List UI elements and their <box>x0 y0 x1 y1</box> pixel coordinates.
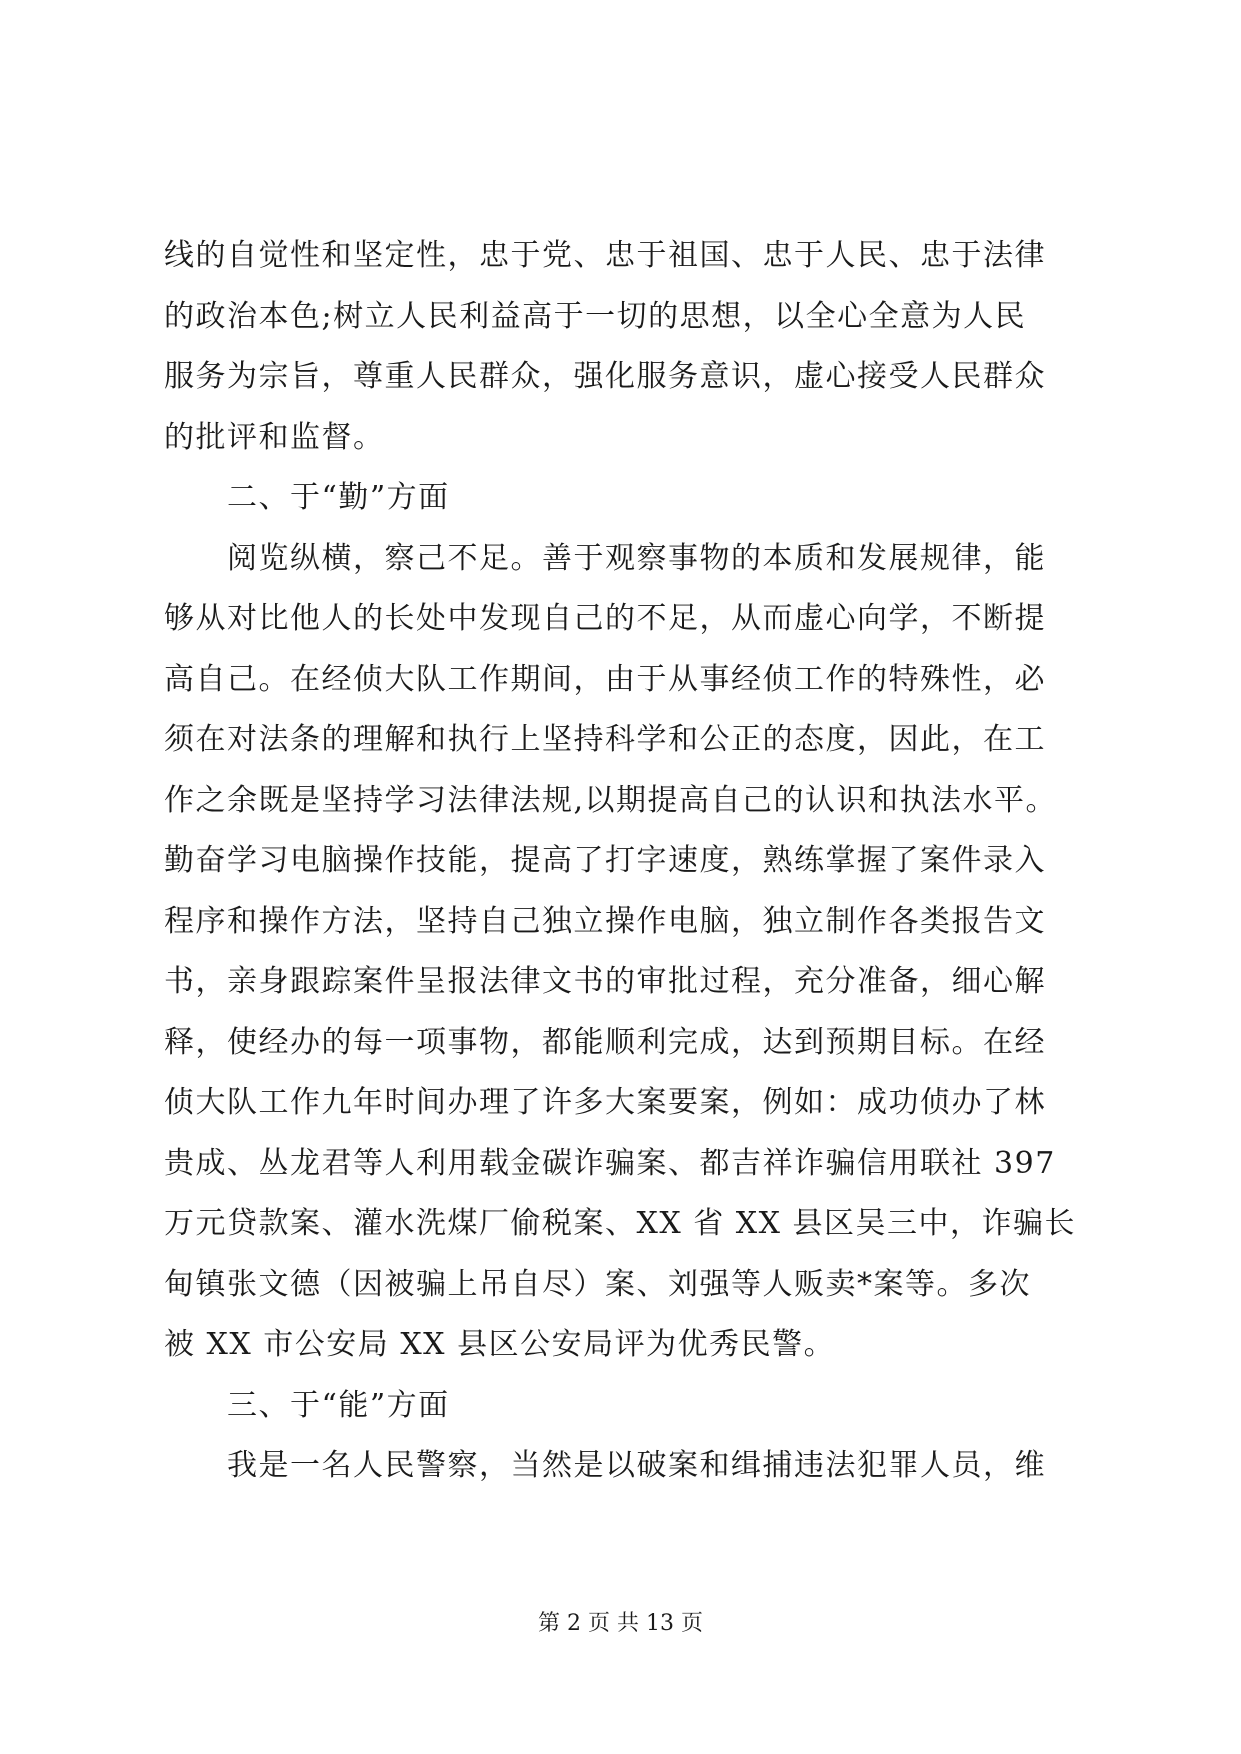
text-line: 线的自觉性和坚定性，忠于党、忠于祖国、忠于人民、忠于法律 <box>164 238 1046 273</box>
text-line: 甸镇张文德（因被骗上吊自尽）案、刘强等人贩卖*案等。多次 <box>164 1266 1031 1302</box>
text-line: 作之余既是坚持学习法律法规,以期提高自己的认识和执法水平。 <box>164 782 1058 818</box>
document-body <box>164 226 1084 1497</box>
section-heading: 三、于“能”方面 <box>164 1387 450 1423</box>
text-line: 高自己。在经侦大队工作期间，由于从事经侦工作的特殊性，必 <box>164 661 1046 697</box>
text-line: 释，使经办的每一项事物，都能顺利完成，达到预期目标。在经 <box>164 1024 1046 1060</box>
text-line: 够从对比他人的长处中发现自己的不足，从而虚心向学，不断提 <box>164 601 1046 636</box>
text-line: 贵成、丛龙君等人利用载金碳诈骗案、都吉祥诈骗信用联社 397 <box>164 1145 1056 1181</box>
text-line: 阅览纵横，察己不足。善于观察事物的本质和发展规律，能 <box>164 540 1046 576</box>
text-line: 程序和操作方法，坚持自己独立操作电脑，独立制作各类报告文 <box>164 903 1046 939</box>
page-number-footer: 第 2 页 共 13 页 <box>538 1611 703 1636</box>
text-line: 勤奋学习电脑操作技能，提高了打字速度，熟练掌握了案件录入 <box>164 843 1046 878</box>
text-line: 侦大队工作九年时间办理了许多大案要案，例如：成功侦办了林 <box>164 1085 1046 1120</box>
text-line: 被 XX 市公安局 XX 县区公安局评为优秀民警。 <box>164 1327 836 1362</box>
text-line: 须在对法条的理解和执行上坚持科学和公正的态度，因此，在工 <box>164 722 1046 757</box>
text-line: 我是一名人民警察，当然是以破案和缉捕违法犯罪人员，维 <box>164 1448 1046 1483</box>
text-line: 的政治本色;树立人民利益高于一切的思想，以全心全意为人民 <box>164 298 1027 334</box>
section-heading: 二、于“勤”方面 <box>164 480 450 515</box>
text-line: 的批评和监督。 <box>164 419 385 455</box>
text-line: 书，亲身跟踪案件呈报法律文书的审批过程，充分准备，细心解 <box>164 964 1046 999</box>
text-line: 服务为宗旨，尊重人民群众，强化服务意识，虚心接受人民群众 <box>164 359 1046 394</box>
text-line: 万元贷款案、灌水洗煤厂偷税案、XX 省 XX 县区吴三中，诈骗长 <box>164 1206 1077 1241</box>
